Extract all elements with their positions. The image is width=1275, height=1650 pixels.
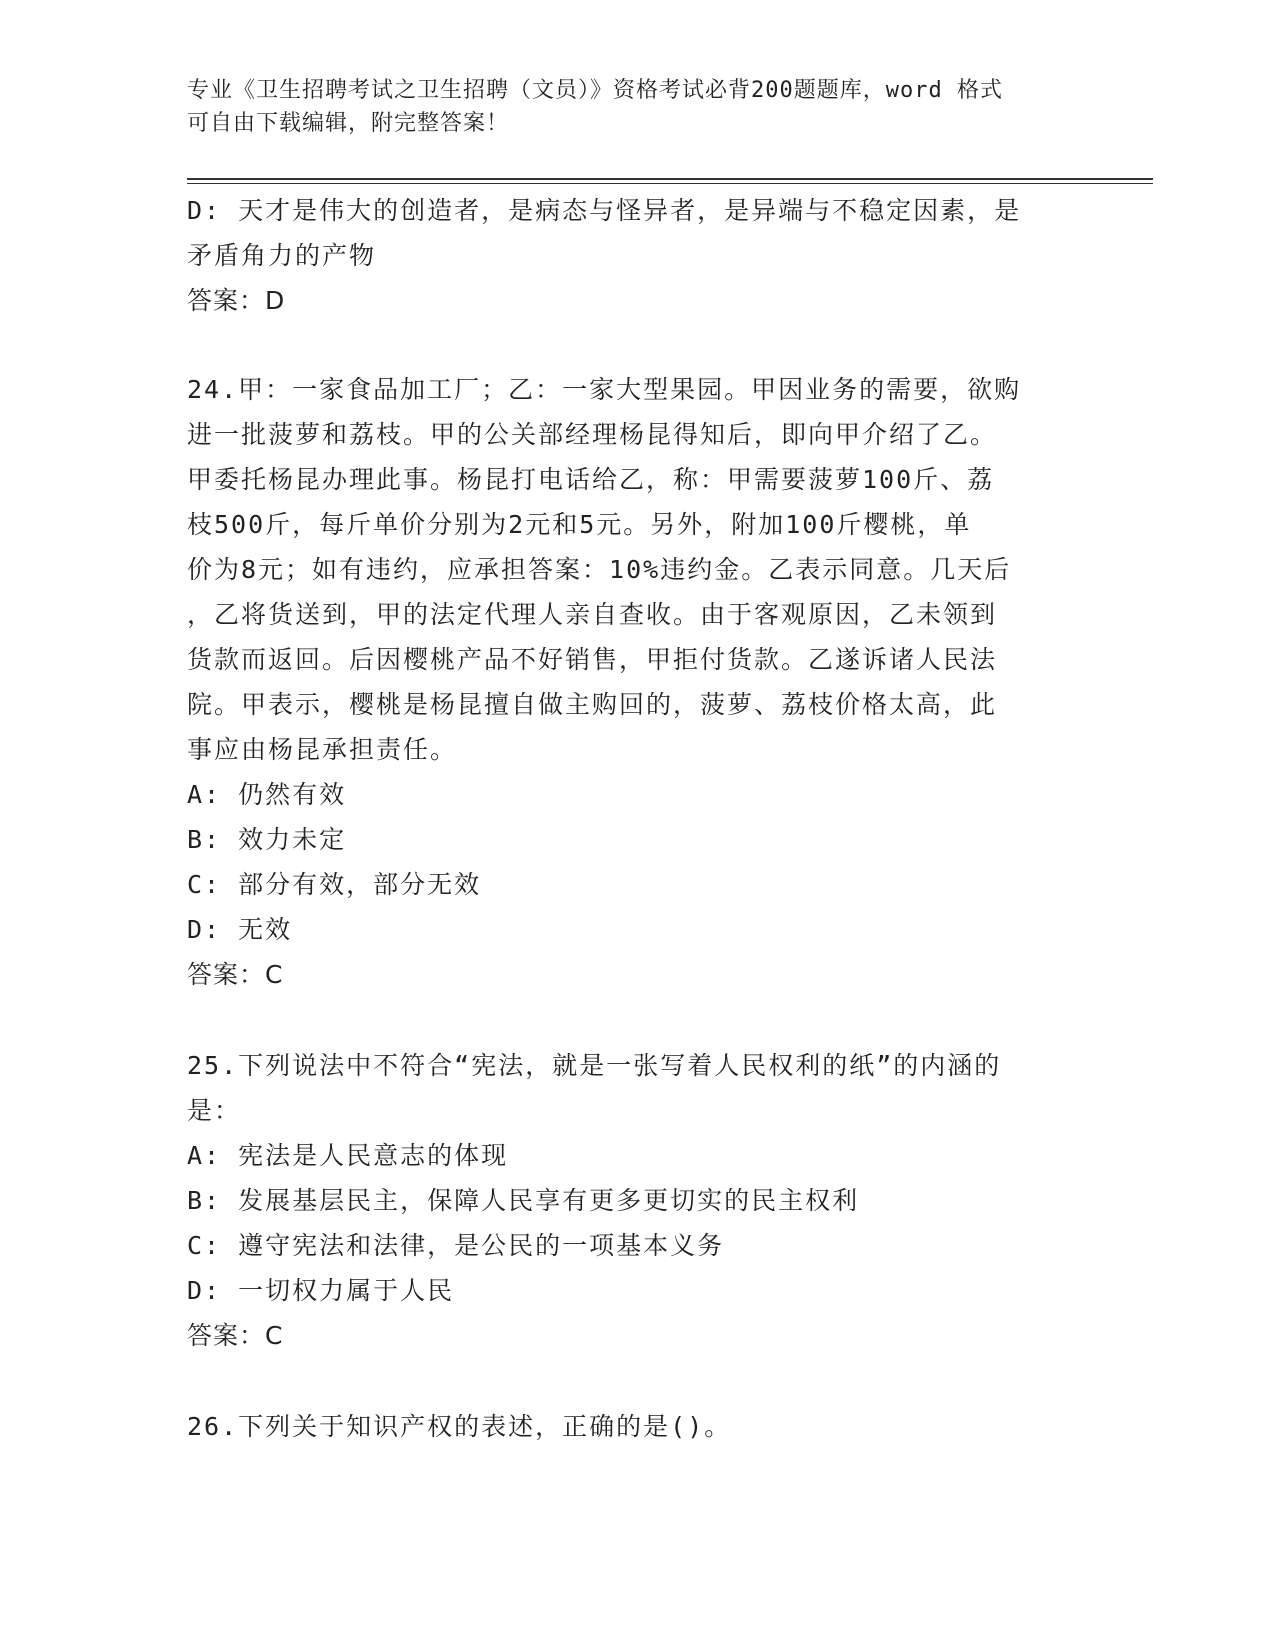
q24-stem-line-2: 进一批菠萝和荔枝。甲的公关部经理杨昆得知后，即向甲介绍了乙。 (187, 420, 998, 449)
q24-stem-line-7: 货款而返回。后因樱桃产品不好销售，甲拒付货款。乙遂诉诸人民法 (187, 645, 998, 674)
q24-option-d: D: 无效 (187, 915, 293, 944)
q25-answer: 答案：C (187, 1321, 284, 1350)
header-divider-thin (187, 183, 1153, 184)
q24-option-a: A: 仍然有效 (187, 780, 347, 809)
q23-option-d-line-1: D: 天才是伟大的创造者，是病态与怪异者，是异端与不稳定因素，是 (187, 196, 1022, 225)
q23-option-d-line-2: 矛盾角力的产物 (187, 241, 377, 270)
q24-stem-line-9: 事应由杨昆承担责任。 (187, 735, 458, 764)
question-26 (187, 1404, 1087, 1449)
q25-option-b: B: 发展基层民主，保障人民享有更多更切实的民主权利 (187, 1186, 860, 1215)
question-24 (187, 367, 1087, 997)
q25-option-a: A: 宪法是人民意志的体现 (187, 1141, 509, 1170)
header-title-line-1: 专业《卫生招聘考试之卫生招聘（文员）》资格考试必背200题题库，word 格式 (187, 78, 1003, 103)
header-title-line-2: 可自由下载编辑，附完整答案！ (187, 111, 510, 136)
spacer (187, 997, 1087, 1043)
document-body (187, 188, 1087, 1449)
q25-stem-line-1: 25.下列说法中不符合“宪法，就是一张写着人民权利的纸”的内涵的 (187, 1051, 1002, 1080)
q26-stem-line-1: 26.下列关于知识产权的表述，正确的是()。 (187, 1412, 732, 1441)
question-25 (187, 1043, 1087, 1358)
q24-stem-line-1: 24.甲：一家食品加工厂；乙：一家大型果园。甲因业务的需要，欲购 (187, 375, 1022, 404)
q24-stem-line-3: 甲委托杨昆办理此事。杨昆打电话给乙，称：甲需要菠萝100斤、荔 (187, 465, 995, 494)
spacer (187, 1358, 1087, 1404)
q24-option-c: C: 部分有效，部分无效 (187, 870, 482, 899)
q24-stem-line-6: ，乙将货送到，甲的法定代理人亲自查收。由于客观原因，乙未领到 (187, 600, 998, 629)
q24-option-b: B: 效力未定 (187, 825, 347, 854)
q24-stem-line-4: 枝500斤，每斤单价分别为2元和5元。另外，附加100斤樱桃，单 (187, 510, 972, 539)
q24-stem-line-5: 价为8元；如有违约，应承担答案：10%违约金。乙表示同意。几天后 (187, 555, 1012, 584)
q24-answer: 答案：C (187, 960, 284, 989)
question-23-tail (187, 188, 1087, 323)
q24-stem-line-8: 院。甲表示，樱桃是杨昆擅自做主购回的，菠萝、荔枝价格太高，此 (187, 690, 998, 719)
spacer (187, 323, 1087, 367)
q25-option-d: D: 一切权力属于人民 (187, 1276, 455, 1305)
page-header (187, 74, 1067, 140)
q25-stem-line-2: 是： (187, 1096, 242, 1125)
q23-answer: 答案：D (187, 286, 286, 315)
q25-option-c: C: 遵守宪法和法律，是公民的一项基本义务 (187, 1231, 725, 1260)
header-divider-thick (187, 178, 1153, 180)
